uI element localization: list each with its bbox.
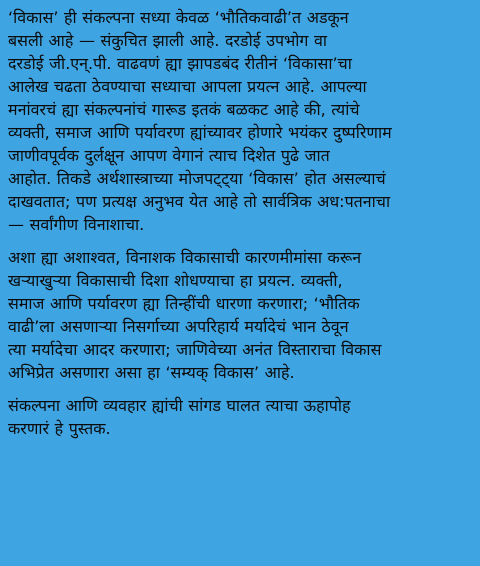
text-line: समाज आणि पर्यावरण ह्या तिन्हींची धारणा करणारा; ‘भौतिक (8, 294, 360, 313)
text-line: जाणीवपूर्वक दुर्लक्षून आपण वेगानं त्याच दिशेत पुढे जात (8, 146, 330, 165)
text-line: दाखवतात; पण प्रत्यक्ष अनुभव येत आहे तो सार्वत्रिक अध:पतनाचा (8, 192, 391, 211)
text-line: दरडोई जी.एन्.पी. वाढवणं ह्या झापडबंद रीतीनं ‘विकासा’चा (8, 54, 352, 73)
text-line: बसली आहे — संकुचित झाली आहे. दरडोई उपभोग वा (8, 31, 328, 50)
text-line: वाढी’ला असणाऱ्या निसर्गाच्या अपरिहार्य मर्यादेचं भान ठेवून (8, 317, 349, 336)
text-line: ‘विकास’ ही संकल्पना सध्या केवळ ‘भौतिकवाढी’त अडकून (8, 8, 349, 27)
text-line: करणारं हे पुस्तक. (8, 419, 111, 438)
text-line: त्या मर्यादेचा आदर करणारा; जाणिवेच्या अनंत विस्ताराचा विकास (8, 340, 382, 359)
paragraph-3 (8, 394, 472, 440)
text-line: आलेख चढता ठेवण्याचा सध्याचा आपला प्रयत्न आहे. आपल्या (8, 77, 367, 96)
text-line: — सर्वांगीण विनाशाचा. (8, 215, 145, 234)
text-line: मनांवरचं ह्या संकल्पनांचं गारूड इतकं बळकट आहे की, त्यांचे (8, 100, 360, 119)
paragraph-1 (8, 6, 472, 236)
text-line: व्यक्ती, समाज आणि पर्यावरण ह्यांच्यावर होणारे भयंकर दुष्परिणाम (8, 123, 392, 142)
text-line: अभिप्रेत असणारा असा हा ‘सम्यक् विकास’ आहे. (8, 363, 295, 382)
text-line: आहोत. तिकडे अर्थशास्त्राच्या मोजपट्ट्या ‘विकास’ होत असल्याचं (8, 169, 386, 188)
text-line: संकल्पना आणि व्यवहार ह्यांची सांगड घालत त्याचा ऊहापोह (8, 396, 351, 415)
text-line: अशा ह्या अशाश्वत, विनाशक विकासाची कारणमीमांसा करून (8, 248, 362, 267)
text-line: खऱ्याखुऱ्या विकासाची दिशा शोधण्याचा हा प्रयत्न. व्यक्ती, (8, 271, 343, 290)
paragraph-2 (8, 246, 472, 384)
